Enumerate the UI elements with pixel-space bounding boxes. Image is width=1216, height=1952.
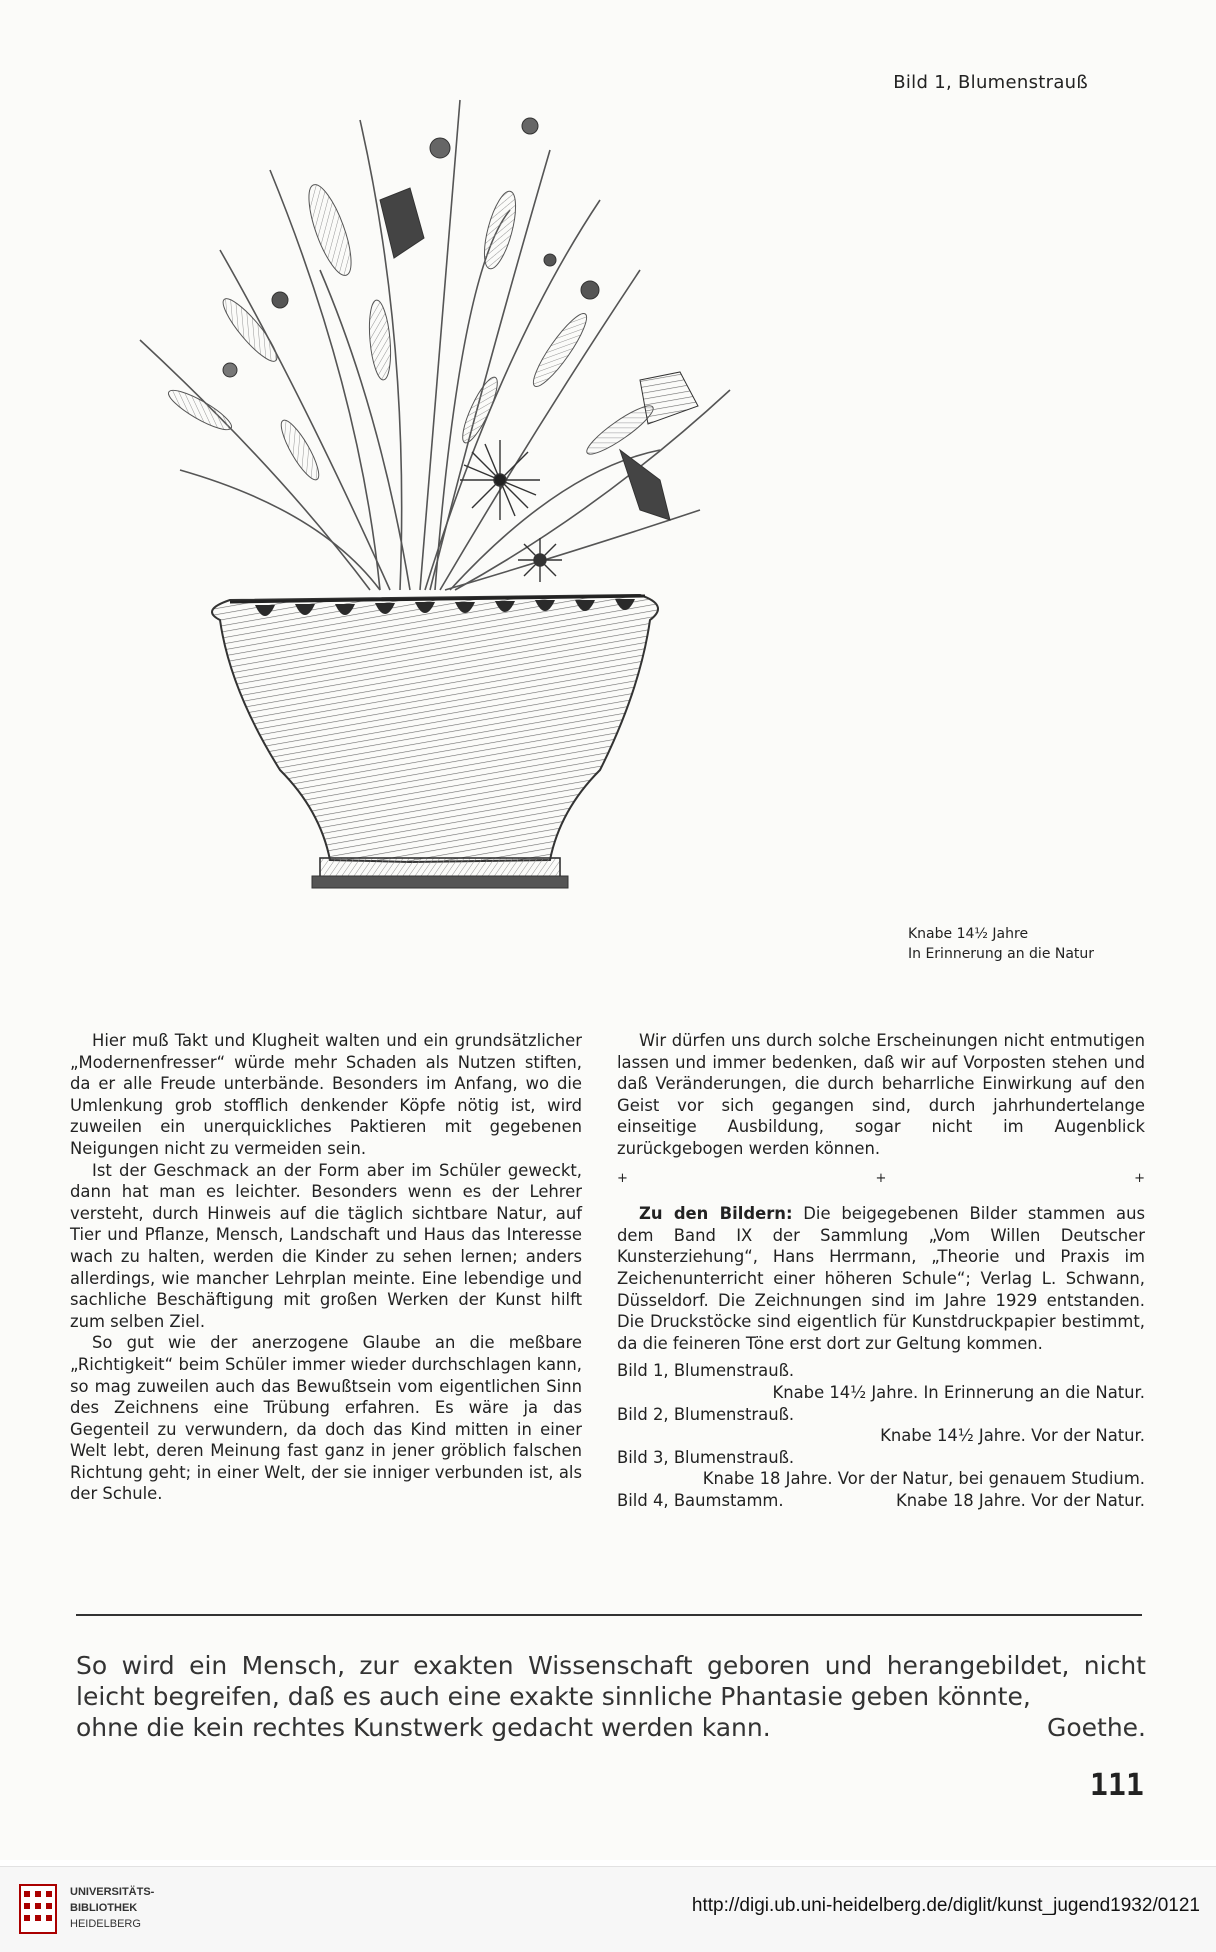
bild-title: Bild 2, Blumenstrauß.	[617, 1404, 795, 1424]
flower-vase-drawing	[80, 90, 860, 970]
paragraph: Wir dürfen uns durch solche Erscheinungen nicht entmutigen lassen und immer bedenken, daß wir auf Vorposten stehen und daß Veränderungen, die durch beharrliche Einwirkung auf den Geist vor sich gegangen sind, durch jahrhundertelange einseitige Ausbildung, sogar nicht im Augenblick zurückgebogen werden können.	[617, 1031, 1145, 1158]
drawing-svg	[80, 90, 860, 970]
section-separator	[617, 1168, 1145, 1190]
figure-caption	[908, 924, 1094, 964]
bild-desc: Knabe 14½ Jahre. Vor der Natur.	[880, 1426, 1145, 1446]
goethe-quote	[76, 1650, 1146, 1743]
figure-title: Bild 1, Blumenstrauß	[893, 72, 1088, 93]
bild-desc: Knabe 14½ Jahre. In Erinnerung an die Natur.	[772, 1382, 1145, 1402]
horizontal-rule	[76, 1614, 1142, 1616]
quote-last-line	[76, 1712, 1146, 1743]
bild-title: Bild 1, Blumenstrauß.	[617, 1361, 795, 1381]
separator-mark: +	[617, 1170, 628, 1186]
quote-text: So wird ein Mensch, zur exakten Wissenschaft geboren und herangebildet, nicht leicht begreifen, daß es auch eine exakte sinnliche Phantasie geben könnte,	[76, 1651, 1146, 1711]
bilder-text: Die beigegebenen Bilder stammen aus dem Band IX der Sammlung „Vom Willen Deutscher Kunsterziehung“, Hans Herrmann, „Theorie und Praxis im Zeichenunterricht einer höheren Schule“; Verlag L. Schwann, Düsseldorf. Die Zeichnungen sind im Jahre 1929 entstanden. Die Druckstöcke sind eigentlich für Kunstdruckpapier bestimmt, da die feineren Töne erst dort zur Geltung kommen.	[617, 1204, 1145, 1353]
blossoms	[223, 118, 698, 520]
library-logo-icon	[18, 1883, 58, 1935]
quote-author: Goethe.	[1046, 1713, 1146, 1742]
bild-row	[617, 1490, 1145, 1512]
right-text-column	[617, 1030, 1145, 1511]
bild-desc: Knabe 18 Jahre. Vor der Natur.	[895, 1490, 1145, 1510]
bild-desc: Knabe 18 Jahre. Vor der Natur, bei genauem Studium.	[702, 1469, 1145, 1489]
image-list	[617, 1360, 1145, 1511]
bild-title: Bild 4, Baumstamm.	[617, 1490, 784, 1510]
page-number: 111	[1089, 1768, 1144, 1803]
quote-ending: ohne die kein rechtes Kunstwerk gedacht werden kann.	[76, 1713, 771, 1742]
library-line: UNIVERSITÄTS-	[70, 1886, 155, 1898]
left-text-column	[70, 1030, 582, 1505]
separator-mark: +	[1134, 1170, 1145, 1186]
vase	[212, 595, 658, 888]
paragraph: So gut wie der anerzogene Glaube an die meßbare „Richtigkeit“ beim Schüler immer wieder durchschlagen kann, so mag zuweilen auch das Bewußtsein vom eigentlichen Sinn des Zeichnens eine Trübung erfahren. Es wäre ja das Gegenteil zu verwundern, da doch das Kind mitten in einer Welt lebt, deren Meinung fast ganz in jener gröblich falschen Richtung geht; in einer Welt, der sie inniger verbunden ist, als der Schule.	[70, 1333, 582, 1504]
paragraph: Hier muß Takt und Klugheit walten und ein grundsätzlicher „Modernenfresser“ würde mehr Schaden als Nutzen stiften, da er alle Freude unterbände. Besonders im Anfang, wo die Umlenkung grob stofflich denkender Köpfe nötig ist, wird zuweilen ein unerquickliches Paktieren mit gegebenen Neigungen nicht zu vermeiden sein.	[70, 1031, 582, 1158]
viewer-footer	[0, 1866, 1216, 1952]
library-name	[70, 1884, 154, 1932]
paragraph: Ist der Geschmack an der Form aber im Schüler geweckt, dann hat man es leichter. Besonders wenn es der Lehrer versteht, durch Hinweis auf die täglich sichtbare Natur, auf Tier und Pflanze, Mensch, Landschaft und Haus das Interesse wach zu halten, werden die Kinder zu sehen lernen; anders allerdings, wie mancher Lehrplan meinte. Eine lebendige und sachliche Beschäftigung mit großen Werken der Kunst hilft zum selben Ziel.	[70, 1160, 582, 1331]
caption-age: Knabe 14½ Jahre	[908, 926, 1029, 942]
bild-title: Bild 3, Blumenstrauß.	[617, 1447, 795, 1467]
star-flowers	[460, 440, 562, 582]
bilder-heading: Zu den Bildern:	[639, 1204, 793, 1224]
library-line: HEIDELBERG	[70, 1918, 141, 1930]
bilder-paragraph	[617, 1203, 1145, 1354]
separator-mark: +	[875, 1170, 887, 1186]
stems	[140, 100, 730, 590]
permalink-url[interactable]: http://digi.ub.uni-heidelberg.de/diglit/kunst_jugend1932/0121	[691, 1895, 1200, 1916]
caption-note: In Erinnerung an die Natur	[908, 946, 1095, 962]
library-line: BIBLIOTHEK	[70, 1902, 138, 1914]
